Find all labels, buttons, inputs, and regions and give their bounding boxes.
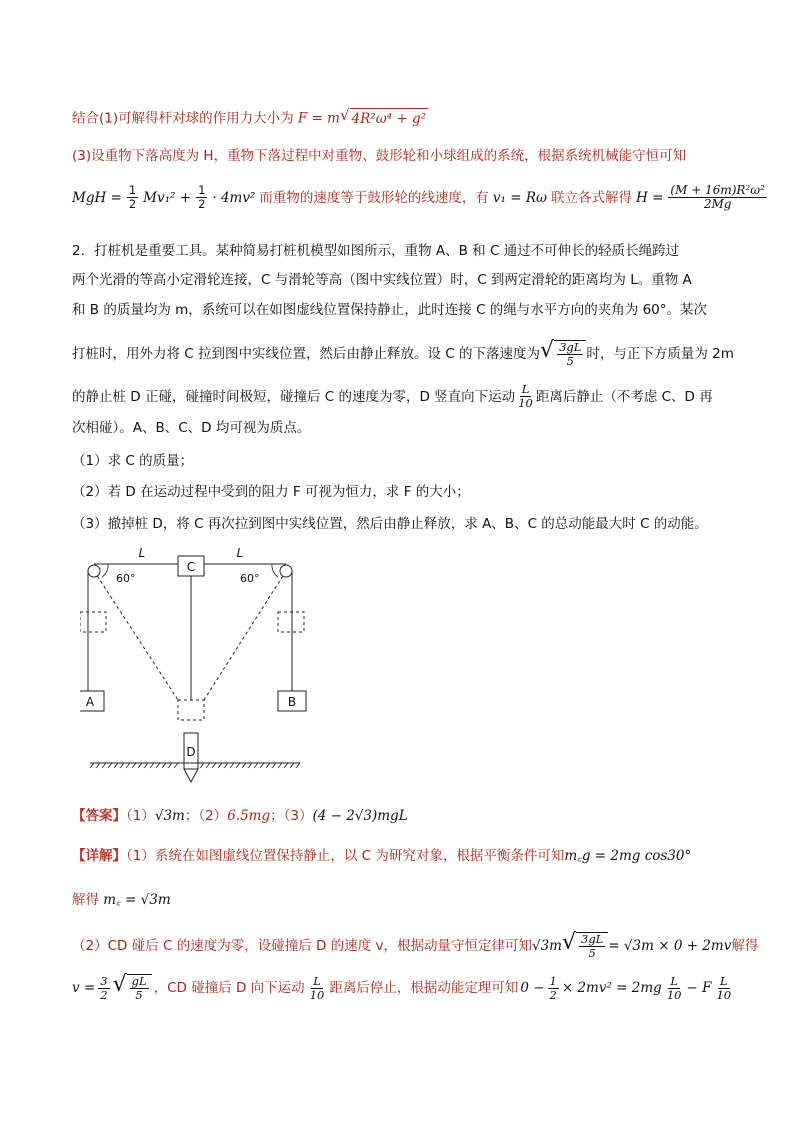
- detail-line-1: [72, 846, 691, 866]
- problem-line-4b: 时，与正下方质量为 2m: [586, 346, 734, 362]
- problem-line-1: 2．打桩机是重要工具。某种简易打桩机模型如图所示，重物 A、B 和 C 通过不可伸长的轻质长绳跨过: [72, 243, 680, 259]
- dashed-rope-right: [204, 571, 286, 700]
- combine-text: 联立各式解得: [551, 189, 633, 206]
- half-fraction: $\frac{1}{2}$: [128, 183, 137, 211]
- label-l-right: L: [236, 546, 244, 560]
- answer-3-label: ；（3）: [270, 808, 313, 824]
- detail-1-eq: m꜀g = 2mg cos30°: [564, 848, 692, 864]
- angle-label-right: 60°: [240, 572, 260, 585]
- problem-line-4a: 打桩时，用外力将 C 拉到图中实线位置，然后由静止释放。设 C 的下落速度为: [72, 346, 541, 362]
- right-dashed-weight: [278, 612, 304, 632]
- detail-4-text2: 距离后停止，根据动能定理可知: [329, 980, 519, 996]
- answer-line: [72, 806, 408, 826]
- detail-2-pre: 解得: [72, 892, 99, 908]
- label-l-left: L: [138, 546, 146, 560]
- problem-line-5b: 距离后静止（不考虑 C、D 再: [535, 388, 713, 405]
- problem-line-2: 两个光滑的等高小定滑轮连接，C 与滑轮等高（图中实线位置）时，C 到两定滑轮的距离均为 L。重物 A: [72, 272, 692, 288]
- h-fraction: $\frac{\text{(M + 16m)R²ω²}}{2Mg}$: [670, 183, 765, 211]
- c-dashed-position: [178, 700, 204, 720]
- dashed-rope-left: [94, 571, 178, 700]
- detail-3-eq1: √3m: [531, 938, 562, 954]
- result-text: 结合(1)可解得杆对球的作用力大小为: [72, 110, 294, 127]
- speed-radical: √ $\frac{3gL}{5}$: [540, 340, 586, 368]
- force-radical: √ 4R²ω⁴ + g²: [339, 106, 427, 127]
- angle-arc-right: [272, 564, 278, 577]
- detail-3-eq2: = √3m × 0 + 2mv: [608, 938, 732, 954]
- detail-tag: 【详解】: [72, 848, 126, 864]
- answer-tag: 【答案】: [72, 808, 126, 824]
- question-2: （2）若 D 在运动过程中受到的阻力 F 可视为恒力，求 F 的大小；: [72, 484, 470, 500]
- problem-line-3: 和 B 的质量均为 m，系统可以在如图虚线位置保持静止，此时连接 C 的绳与水平方向的夹角为 60°。某次: [72, 302, 708, 318]
- answer-3-value: (4 − 2√3)mgL: [312, 808, 408, 824]
- left-dashed-weight: [80, 612, 106, 632]
- detail-3-radical: √ $\frac{3gL}{5}$: [562, 932, 608, 960]
- question-1: （1）求 C 的质量；: [72, 453, 194, 469]
- label-b: B: [287, 695, 297, 709]
- pulley-left: [88, 565, 100, 577]
- detail-4-e3: − F: [686, 980, 712, 996]
- detail-4-l10: $\frac{L}{10}$: [309, 973, 325, 1002]
- half-fraction-2: $\frac{1}{2}$: [198, 183, 206, 211]
- answer-2-value: 6.5mg: [227, 808, 271, 824]
- detail-line-3: [72, 932, 758, 960]
- detail-4-radical: √ $\frac{gL}{5}$: [113, 974, 152, 1002]
- pile-d-tip: [184, 769, 198, 782]
- detail-4-half: $\frac{1}{2}$: [549, 973, 557, 1002]
- detail-4-l10-c: $\frac{L}{10}$: [716, 973, 732, 1002]
- detail-3-text: （2）CD 碰后 C 的速度为零，设碰撞后 D 的速度 v，根据动量守恒定律可知: [72, 938, 532, 954]
- answer-1-value: √3m: [154, 808, 185, 824]
- problem-line-5a: 的静止桩 D 正碰，碰撞时间极短，碰撞后 C 的速度为零，D 竖直向下运动: [72, 388, 516, 405]
- angle-label-left: 60°: [116, 572, 136, 585]
- detail-2-eq: m꜀ = √3m: [103, 892, 171, 908]
- l10-fraction: $\frac{L}{10}$: [518, 382, 533, 410]
- pulley-right: [280, 565, 292, 577]
- detail-4-e2: × 2mv² = 2mg: [561, 980, 662, 996]
- lhs: MgH =: [72, 189, 122, 206]
- problem-line-6: 次相碰）。A、B、C、D 均可视为质点。: [72, 420, 311, 436]
- angle-arc-left: [102, 564, 108, 577]
- detail-4-l10-b: $\frac{L}{10}$: [666, 973, 682, 1002]
- term1: Mv₁² +: [143, 189, 192, 206]
- detail-line-2: [72, 890, 171, 910]
- label-d: D: [186, 745, 196, 759]
- speed-relation-text: 而重物的速度等于鼓形轮的线速度，有: [259, 189, 489, 206]
- energy-equation-line: [72, 184, 768, 211]
- problem-line-5: [72, 383, 713, 410]
- detail-4-e1: 0 −: [520, 980, 545, 996]
- detail-3-end: 解得: [731, 938, 759, 954]
- result-line-1: [72, 108, 428, 129]
- detail-4-v: v =: [72, 980, 96, 996]
- h-eq: H =: [636, 189, 664, 206]
- answer-1-label: （1）: [126, 808, 155, 824]
- detail-line-4: [72, 974, 734, 1002]
- problem-line-4: [72, 340, 734, 368]
- three-halves: $\frac{3}{2}$: [100, 973, 108, 1002]
- label-a: A: [85, 695, 95, 709]
- answer-2-label: ；（2）: [184, 808, 228, 824]
- question-3: （3）撤掉桩 D，将 C 再次拉到图中实线位置，然后由静止释放，求 A、B、C 的总动能最大时 C 的动能。: [72, 516, 708, 532]
- v1-eq: v₁ = Rω: [492, 189, 548, 206]
- detail-1-text: （1）系统在如图虚线位置保持静止，以 C 为研究对象，根据平衡条件可知: [126, 848, 565, 864]
- pile-driver-figure: [80, 545, 320, 785]
- term2: · 4mv²: [212, 189, 256, 206]
- detail-4-text: ，CD 碰撞后 D 向下运动: [153, 980, 305, 996]
- part3-intro: (3)设重物下落高度为 H，重物下落过程中对重物、鼓形轮和小球组成的系统，根据系统机械能守恒可知: [72, 148, 687, 164]
- label-c: C: [186, 560, 196, 574]
- force-equation: F = m: [297, 110, 340, 127]
